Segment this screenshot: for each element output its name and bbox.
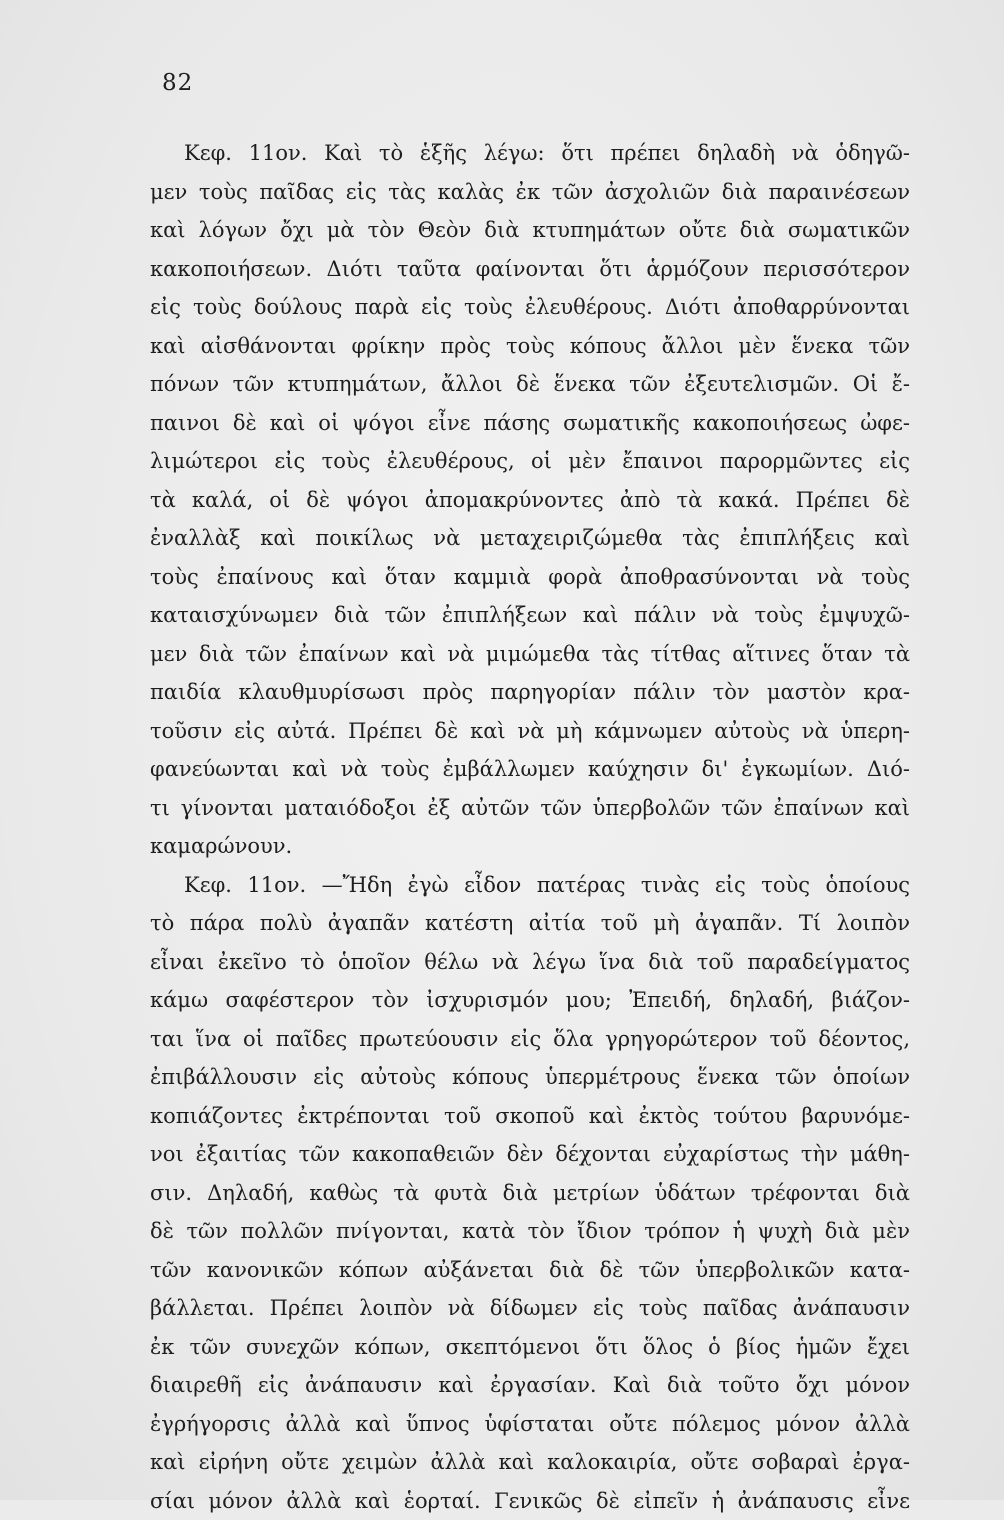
text-line: λιμώτεροι εἰς τοὺς ἐλευθέρους, οἱ μὲν ἔπαινοι παρορμῶντες εἰς	[150, 442, 910, 481]
text-line: σιν. Δηλαδή, καθὼς τὰ φυτὰ διὰ μετρίων ὑδάτων τρέφονται διὰ	[150, 1174, 910, 1213]
text-line: εἰς τοὺς δούλους παρὰ εἰς τοὺς ἐλευθέρους. Διότι ἀποθαρρύνονται	[150, 288, 910, 327]
text-line: εἶναι ἐκεῖνο τὸ ὁποῖον θέλω νὰ λέγω ἵνα διὰ τοῦ παραδείγματος	[150, 943, 910, 982]
text-line: κάμω σαφέστερον τὸν ἰσχυρισμόν μου; Ἐπειδή, δηλαδή, βιάζον-	[150, 981, 910, 1020]
text-line: καμαρώνουν.	[150, 827, 910, 866]
text-line: μεν τοὺς παῖδας εἰς τὰς καλὰς ἐκ τῶν ἀσχολιῶν διὰ παραινέσεων	[150, 173, 910, 212]
text-line: κοπιάζοντες ἐκτρέπονται τοῦ σκοποῦ καὶ ἐκτὸς τούτου βαρυνόμε-	[150, 1097, 910, 1136]
text-line: τῶν κανονικῶν κόπων αὐξάνεται διὰ δὲ τῶν ὑπερβολικῶν κατα-	[150, 1251, 910, 1290]
text-line: ἐναλλὰξ καὶ ποικίλως νὰ μεταχειριζώμεθα τὰς ἐπιπλήξεις καὶ	[150, 519, 910, 558]
text-line: καὶ εἰρήνη οὔτε χειμὼν ἀλλὰ καὶ καλοκαιρία, οὔτε σοβαραὶ ἐργα-	[150, 1443, 910, 1482]
text-line: τοὺς ἐπαίνους καὶ ὅταν καμμιὰ φορὰ ἀποθρασύνονται νὰ τοὺς	[150, 558, 910, 597]
text-line: ἐπιβάλλουσιν εἰς αὐτοὺς κόπους ὑπερμέτρους ἕνεκα τῶν ὁποίων	[150, 1058, 910, 1097]
text-line: τὸ πάρα πολὺ ἀγαπᾶν κατέστη αἰτία τοῦ μὴ ἀγαπᾶν. Τί λοιπὸν	[150, 904, 910, 943]
page-number: 82	[162, 70, 193, 96]
text-line: τοῦσιν εἰς αὐτά. Πρέπει δὲ καὶ νὰ μὴ κάμνωμεν αὐτοὺς νὰ ὑπερη-	[150, 712, 910, 751]
text-line: καταισχύνωμεν διὰ τῶν ἐπιπλήξεων καὶ πάλιν νὰ τοὺς ἐμψυχῶ-	[150, 596, 910, 635]
text-line: παινοι δὲ καὶ οἱ ψόγοι εἶνε πάσης σωματικῆς κακοποιήσεως ὠφε-	[150, 404, 910, 443]
text-line: Κεφ. 11ον. —Ἤδη ἐγὼ εἶδον πατέρας τινὰς εἰς τοὺς ὁποίους	[150, 866, 910, 905]
text-line: ἐκ τῶν συνεχῶν κόπων, σκεπτόμενοι ὅτι ὅλος ὁ βίος ἡμῶν ἔχει	[150, 1328, 910, 1367]
body-text	[150, 134, 910, 1520]
text-line: νοι ἐξαιτίας τῶν κακοπαθειῶν δὲν δέχονται εὐχαρίστως τὴν μάθη-	[150, 1135, 910, 1174]
text-line: ἐγρήγορσις ἀλλὰ καὶ ὕπνος ὑφίσταται οὔτε πόλεμος μόνον ἀλλὰ	[150, 1405, 910, 1444]
text-line: δὲ τῶν πολλῶν πνίγονται, κατὰ τὸν ἴδιον τρόπον ἡ ψυχὴ διὰ μὲν	[150, 1212, 910, 1251]
text-line: κακοποιήσεων. Διότι ταῦτα φαίνονται ὅτι ἁρμόζουν περισσότερον	[150, 250, 910, 289]
text-line: βάλλεται. Πρέπει λοιπὸν νὰ δίδωμεν εἰς τοὺς παῖδας ἀνάπαυσιν	[150, 1289, 910, 1328]
text-line: καὶ λόγων ὄχι μὰ τὸν Θεὸν διὰ κτυπημάτων οὔτε διὰ σωματικῶν	[150, 211, 910, 250]
text-line: Κεφ. 11ον. Καὶ τὸ ἑξῆς λέγω: ὅτι πρέπει δηλαδὴ νὰ ὁδηγῶ-	[150, 134, 910, 173]
text-line: σίαι μόνον ἀλλὰ καὶ ἑορταί. Γενικῶς δὲ εἰπεῖν ἡ ἀνάπαυσις εἶνε	[150, 1482, 910, 1520]
text-line: πόνων τῶν κτυπημάτων, ἄλλοι δὲ ἕνεκα τῶν ἐξευτελισμῶν. Οἱ ἔ-	[150, 365, 910, 404]
text-line: μεν διὰ τῶν ἐπαίνων καὶ νὰ μιμώμεθα τὰς τίτθας αἵτινες ὅταν τὰ	[150, 635, 910, 674]
text-line: τὰ καλά, οἱ δὲ ψόγοι ἀπομακρύνοντες ἀπὸ τὰ κακά. Πρέπει δὲ	[150, 481, 910, 520]
text-line: ται ἵνα οἱ παῖδες πρωτεύουσιν εἰς ὅλα γρηγορώτερον τοῦ δέοντος,	[150, 1020, 910, 1059]
text-line: καὶ αἰσθάνονται φρίκην πρὸς τοὺς κόπους ἄλλοι μὲν ἕνεκα τῶν	[150, 327, 910, 366]
text-line: τι γίνονται ματαιόδοξοι ἐξ αὐτῶν τῶν ὑπερβολῶν τῶν ἐπαίνων καὶ	[150, 789, 910, 828]
text-line: διαιρεθῆ εἰς ἀνάπαυσιν καὶ ἐργασίαν. Καὶ διὰ τοῦτο ὄχι μόνον	[150, 1366, 910, 1405]
text-line: φανεύωνται καὶ νὰ τοὺς ἐμβάλλωμεν καύχησιν δι' ἐγκωμίων. Διό-	[150, 750, 910, 789]
text-line: παιδία κλαυθμυρίσωσι πρὸς παρηγορίαν πάλιν τὸν μαστὸν κρα-	[150, 673, 910, 712]
